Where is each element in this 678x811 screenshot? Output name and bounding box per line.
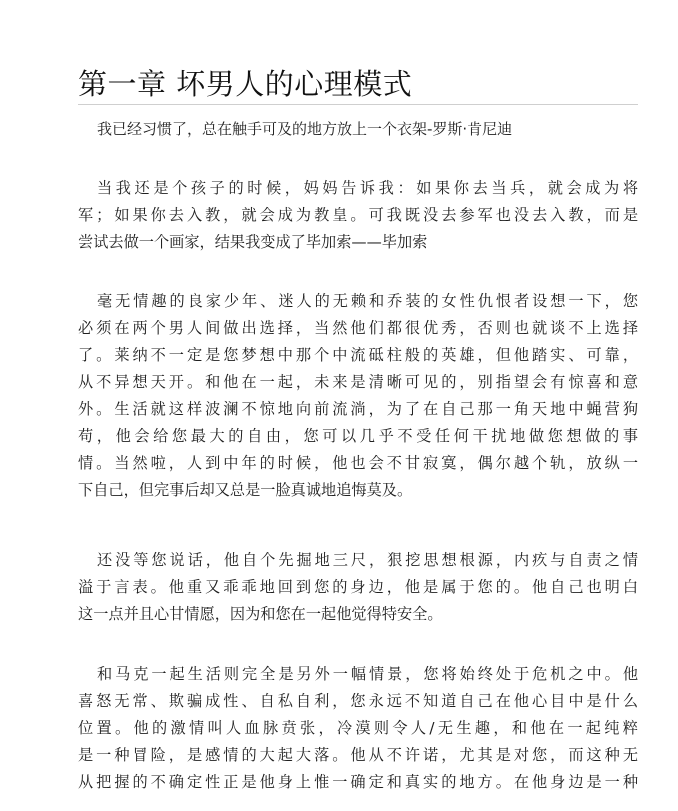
text-line: 苟，他会给您最大的自由，您可以几乎不受任何干扰地做您想做的事 <box>78 427 638 445</box>
text-line: 下自己，但完事后却又总是一脸真诚地追悔莫及。 <box>78 481 413 499</box>
title-divider <box>78 104 638 105</box>
text-line: 溢于言表。他重又乖乖地回到您的身边，他是属于您的。他自己也明白 <box>78 578 638 596</box>
paragraph <box>78 547 638 628</box>
paragraph <box>78 175 638 256</box>
text-line: 尝试去做一个画家，结果我变成了毕加索——毕加索 <box>78 233 428 251</box>
text-line: 情。当然啦，人到中年的时候，他也会不甘寂寞，偶尔越个轨，放纵一 <box>78 454 638 472</box>
epigraph: 我已经习惯了，总在触手可及的地方放上一个衣架-罗斯·肯尼迪 <box>97 120 513 138</box>
text-line: 和马克一起生活则完全是另外一幅情景，您将始终处于危机之中。他 <box>97 665 638 683</box>
paragraph <box>78 661 638 796</box>
text-line: 军；如果你去入教，就会成为教皇。可我既没去参军也没去入教，而是 <box>78 206 638 224</box>
text-line: 位置。他的激情叫人血脉贲张，冷漠则令人/无生趣，和他在一起纯粹 <box>78 719 638 737</box>
text-line: 外。生活就这样波澜不惊地向前流淌，为了在自己那一角天地中蝇营狗 <box>78 400 638 418</box>
chapter-title: 第一章 坏男人的心理模式 <box>78 67 413 101</box>
text-line: 必须在两个男人间做出选择，当然他们都很优秀，否则也就谈不上选择 <box>78 319 638 337</box>
text-line: 喜怒无常、欺骗成性、自私自利，您永远不知道自己在他心目中是什么 <box>78 692 638 710</box>
text-line: 这一点并且心甘情愿，因为和您在一起他觉得特安全。 <box>78 605 443 623</box>
text-line: 还没等您说话，他自个先掘地三尺，狠挖思想根源，内疚与自责之情 <box>97 551 638 569</box>
paragraph <box>78 288 638 504</box>
text-line: 从把握的不确定性正是他身上惟一确定和真实的地方。在他身边是一种 <box>78 773 638 791</box>
text-line: 了。莱纳不一定是您梦想中那个中流砥柱般的英雄，但他踏实、可靠， <box>78 346 638 364</box>
text-line: 是一种冒险，是感情的大起大落。他从不许诺，尤其是对您，而这种无 <box>78 746 638 764</box>
text-line: 当我还是个孩子的时候，妈妈告诉我：如果你去当兵，就会成为将 <box>97 179 638 197</box>
text-line: 毫无情趣的良家少年、迷人的无赖和乔装的女性仇恨者设想一下，您 <box>97 292 638 310</box>
text-line: 从不异想天开。和他在一起，未来是清晰可见的，别指望会有惊喜和意 <box>78 373 638 391</box>
